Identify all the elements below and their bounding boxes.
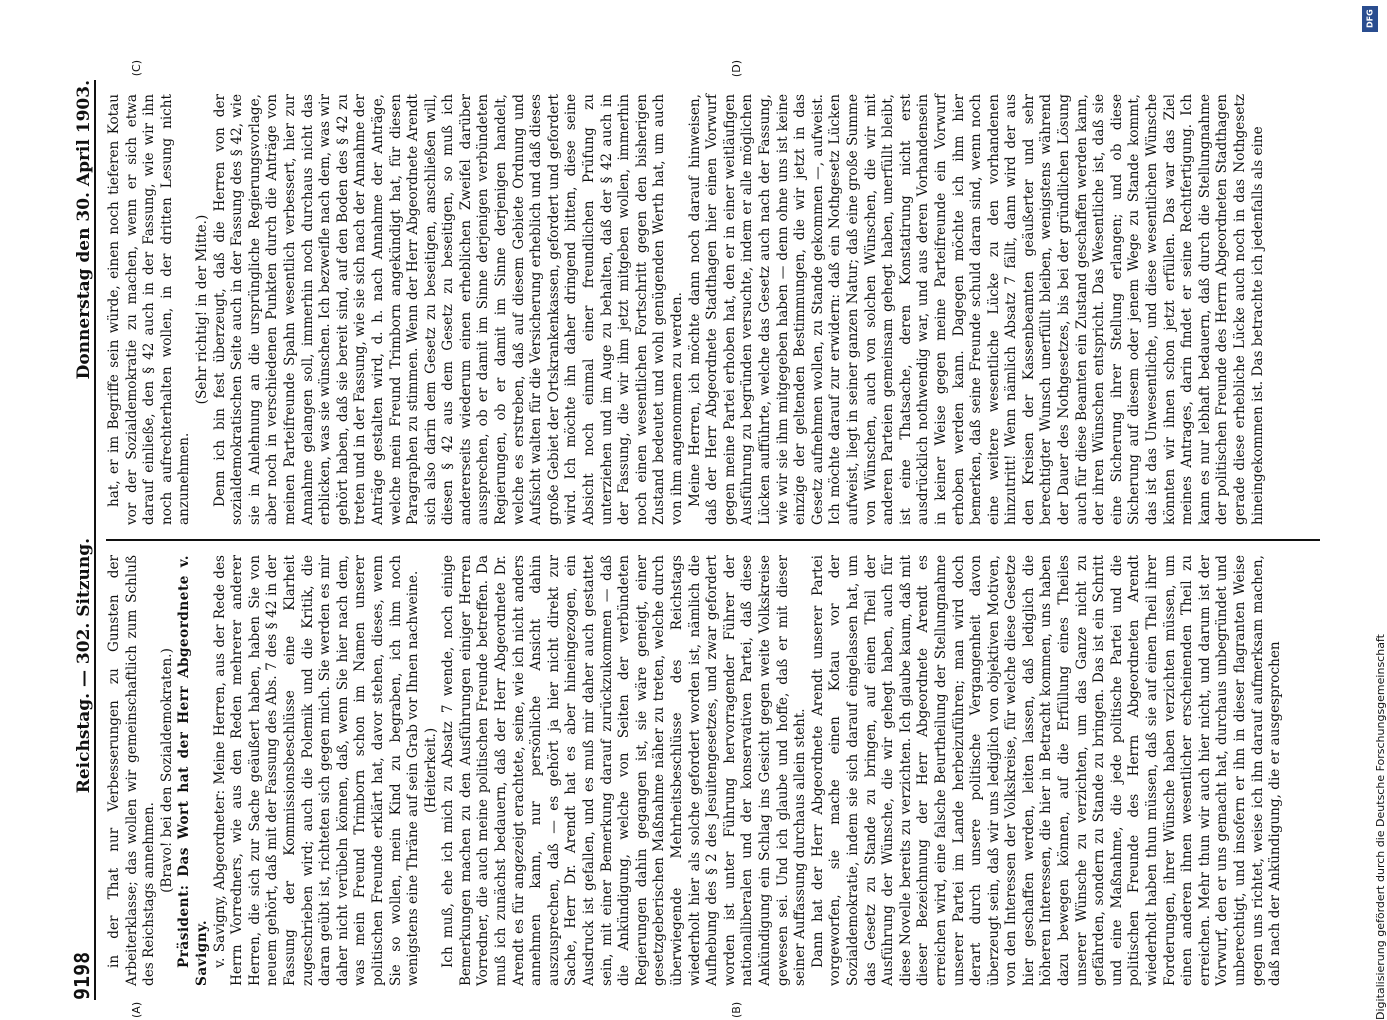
paragraph: v. Savigny, Abgeordneter: Meine Herren, aus der Rede des Herrn Vorredners, wie aus den Reden mehrerer anderer Herren, die sich zur Sache geäußert haben, haben Sie von neuem gehört, daß mit der Fassung des Abs. 7 des § 42 in der Fassung der Kommissionsbeschlüsse eine Klarheit zugeschrieben wird; auch die Polemik und die Kritik, die daran geübt ist, richteten sich gegen mich. Sie werden es mir daher nicht verübeln können, daß, wenn Sie hier nach dem, was mein Freund Trimborn schon im Namen unserer politischen Freunde erklärt hat, davor stehen, dieses, wenn Sie so wollen, mein Kind zu begraben, ich ihm noch wenigstens eine Thräne auf sein Grab vor Ihnen nachweine. xyxy=(211,555,422,986)
session-date: Donnerstag den 30. April 1903. xyxy=(74,80,94,380)
margin-mark-c: (C) xyxy=(130,60,143,77)
newspaper-page xyxy=(40,60,1340,1020)
dfg-logo: DFG xyxy=(1362,6,1378,32)
footer-strip xyxy=(1340,40,1387,1020)
left-column xyxy=(106,541,1320,1000)
interjection: (Bravo! bei den Sozialdemokraten.) xyxy=(158,648,175,893)
paragraph: Ich muß, ehe ich mich zu Absatz 7 wende, noch einige Bemerkungen machen zu den Ausführungen einiger Herren Vorredner, die auch meine politischen Freunde betreffen. Da muß ich zunächst bedauern, daß der Herr Abgeordnete Dr. Arendt es für angezeigt erachtete, seine, wie ich nicht anders annehmen kann, nur persönliche Ansicht dahin auszusprechen, daß — es gehört ja hier nicht direkt zur Sache, Herr Dr. Arendt hat es aber hineingezogen, ein Ausdruck ist gefallen, und es muß mir daher auch gestattet sein, mit einer Bemerkung darauf zurückzukommen — daß die Ankündigung, welche von Seiten der verbündeten Regierungen dahin gegangen ist, sie wäre geneigt, einer gesetzgeberischen Maßnahme näher zu treten, welche durch überwiegende Mehrheitsbeschlüsse des Reichstags wiederholt hier als solche gefordert worden ist, nämlich die Aufhebung des § 2 des Jesuitengesetzes, und zwar gefordert worden ist unter Führung hervorragender Führer der nationalliberalen und der konservativen Partei, daß diese Ankündigung ein Schlag ins Gesicht gegen weite Volkskreise gewesen sei. Und ich glaube und hoffe, daß er mit dieser seiner Auffassung durchaus allein steht. xyxy=(440,555,809,986)
text-columns xyxy=(106,80,1320,1000)
session-title: Reichstag. — 302. Sitzung. xyxy=(74,537,94,794)
page-number: 9198 xyxy=(70,951,94,1000)
paragraph: in der That nur Verbesserungen zu Gunsten der Arbeiterklasse; das wollen wir gemeinschaftlich zum Schluß des Reichstags annehmen. xyxy=(106,555,158,986)
paragraph: Meine Herren, ich möchte dann noch darauf hinweisen, daß der Herr Abgeordnete Stadthagen hier einen Vorwurf gegen meine Partei erhoben hat, den er in einer weitläufigen Ausführung zu begründen versuchte, indem er alle möglichen Lücken aufführte, welche das Gesetz auch nach der Fassung, wie wir sie ihm mitgegeben haben — denn ohne uns ist keine einzige der geltenden Bestimmungen, die wir jetzt in das Gesetz aufnehmen wollen, zu Stande gekommen —, aufweist. Ich möchte darauf zur erwidern: daß ein Nothgesetz Lücken aufweist, liegt in seiner ganzen Natur; daß eine große Summe von Wünschen, auch von solchen Wünschen, die wir mit anderen Parteien gemeinsam gehegt haben, unerfüllt bleibt, ist eine Thatsache, deren Konstatirung nicht erst ausdrücklich nothwendig war, und aus deren Vorhandensein in keiner Weise gegen meine Parteifreunde ein Vorwurf erhoben werden kann. Dagegen möchte ich ihm hier bemerken, daß seine Freunde schuld daran sind, wenn noch eine weitere wesentliche Lücke zu den vorhandenen hinzutritt! Wenn nämlich Absatz 7 fällt, dann wird der aus den Kreisen der Kassenbeamten geäußerter und sehr berechtigter Wunsch unerfüllt bleiben, wenigstens während der Dauer des Nothgesetzes, bis bei der gründlichen Lösung auch für diese Beamten ein Zustand geschaffen werden kann, der ihren Wünschen entspricht. Das Wesentliche ist, daß sie eine Sicherung ihrer Stellung erlangen; und ob diese Sicherung auf diesem oder jenem Wege zu Stande kommt, das ist das Unwesentliche, und diese wesentlichen Wünsche könnten wir ihnen schon jetzt erfüllen. Das war das Ziel meines Antrages, darin findet er seine Rechtfertigung. Ich kann es nur lebhaft bedauern, daß durch die Stellungnahme der politischen Freunde des Herrn Abgeordneten Stadthagen gerade diese erhebliche Lücke auch noch in das Nothgesetz hineingekommen ist. Das betrachte ich jedenfalls als eine xyxy=(686,94,1266,525)
paragraph: Denn ich bin fest überzeugt, daß die Herren von der sozialdemokratischen Seite auch in der Fassung des § 42, wie sie in Anlehnung an die ursprüngliche Regierungsvorlage, aber noch in verschiedenen Punkten durch die Anträge von meinen Parteifreunde Spahn wesentlich verbessert, hier zur Annahme gelangen soll, immerhin noch durchaus nicht das erblicken, was sie wünschen. Ich bezweifle nach dem, was wir gehört haben, daß sie bereit sind, auf den Boden des § 42 zu treten und in der Fassung, wie sie sich nach der Annahme der Anträge gestalten wird, d. h. nach Annahme der Anträge, welche mein Freund Trimborn angekündigt hat, für diesen Paragraphen zu stimmen. Wenn der Herr Abgeordnete Arendt sich also darin dem Gesetz zu beseitigen, anschließen will, diesen § 42 aus dem Gesetz zu beseitigen, so muß ich andererseits wiederum einen erheblichen Zweifel darüber aussprechen, ob er damit im Sinne derjenigen verbündeten Regierungen, ob er damit im Sinne derjenigen handelt, welche es erstreben, daß auf diesem Gebiete Ordnung und Aufsicht walten für die Versicherung erheblich und daß dieses große Gebiet der Ortskrankenkassen, gefordert und gefordert wird. Ich möchte ihn daher dringend bitten, diese seine Absicht noch einmal einer freundlichen Prüfung zu unterziehen und im Auge zu behalten, daß der § 42 auch in der Fassung, die wir ihm jetzt mitgeben wollen, immerhin noch einen wesentlichen Fortschritt gegen den bisherigen Zustand bedeutet und wohl genügenden Werth hat, um auch von ihm angenommen zu werden. xyxy=(211,94,685,525)
interjection: (Heiterkeit.) xyxy=(422,727,439,814)
margin-mark-d: (D) xyxy=(730,60,743,78)
page-header xyxy=(60,80,96,1000)
paragraph: hat, er im Begriffe sein würde, einen noch tieferen Kotau vor der Sozialdemokratie zu machen, wenn er sich etwa darauf einließe, den § 42 auch in der Fassung, wie wir ihn noch aufrechterhalten wollen, in der dritten Lesung nicht anzunehmen. xyxy=(106,94,193,525)
column-divider xyxy=(106,539,1320,541)
right-column xyxy=(106,80,1320,539)
margin-mark-a: (A) xyxy=(130,1001,143,1018)
interjection: (Sehr richtig! in der Mitte.) xyxy=(193,214,210,405)
digitization-credit: Digitalisierung gefördert durch die Deutsche Forschungsgemeinschaft xyxy=(1374,634,1387,1020)
paragraph: Präsident: Das Wort hat der Herr Abgeordnete v. Savigny. xyxy=(176,555,210,986)
margin-mark-b: (B) xyxy=(730,1001,743,1018)
paragraph: Dann hat der Herr Abgeordnete Arendt unserer Partei vorgeworfen, sie mache einen Kotau vor der Sozialdemokratie, indem sie sich darauf eingelassen hat, um das Gesetz zu Stande zu bringen, auf einen Theil der Ausführung der Wünsche, die wir gehegt haben, auch für diese Novelle bereits zu verzichten. Ich glaube kaum, daß mit dieser Bezeichnung der Herr Abgeordnete Arendt es erreichen wird, eine falsche Beurtheilung der Stellungnahme unserer Partei im Lande herbeizuführen; man wird doch derart durch unsere politische Vergangenheit davon überzeugt sein, daß wir uns lediglich von objektiven Motiven, von den Interessen der Volkskreise, für welche diese Gesetze hier geschaffen werden, leiten lassen, daß lediglich die höheren Interessen, die hier in Betracht kommen, uns haben dazu bewegen können, auf die Erfüllung eines Theiles unserer Wünsche zu verzichten, um das Ganze nicht zu gefährden, sondern zu Stande zu bringen. Das ist ein Schritt und eine Maßnahme, die jede politische Partei und die politischen Freunde des Herrn Abgeordneten Arendt wiederholt haben thun müssen, daß sie auf einen Theil ihrer Forderungen, ihrer Wünsche haben verzichten müssen, um einen anderen ihnen wesentlicher erscheinenden Theil zu erreichen. Mehr thun wir auch hier nicht, und darum ist der Vorwurf, den er uns gemacht hat, durchaus unbegründet und unberechtigt, und insofern er ihn in dieser flagranten Weise gegen uns richtet, weise ich ihn darauf aufmerksam machen, daß nach der Ankündigung, die er ausgesprochen xyxy=(809,555,1284,986)
